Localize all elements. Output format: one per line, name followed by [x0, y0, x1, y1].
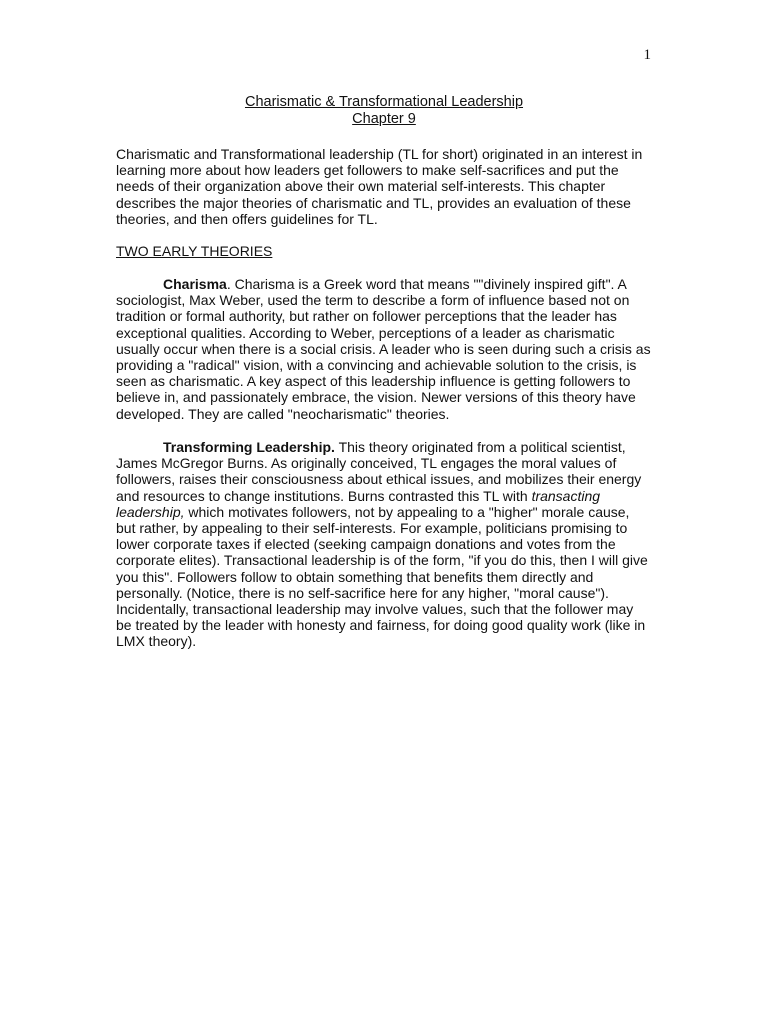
transforming-heading: Transforming Leadership. — [163, 439, 335, 455]
title-line: Charismatic & Transformational Leadership — [244, 94, 524, 110]
document-title — [0, 94, 768, 128]
transacting-term: transacting leadership, — [116, 487, 601, 520]
charisma-paragraph — [116, 276, 651, 422]
charisma-text: . Charisma is a Greek word that means ""divinely inspired gift". A sociologist, Max Weber, used the term to describe a form of influence based not on tradition or formal authority, but rather on follower perceptions that the leader has exceptional qualities. According to Weber, perceptions of a leader as charismatic usually occur when there is a social crisis. A leader who is seen during such a crisis as providing a "radical" vision, with a convincing and achievable solution to the crisis, is seen as charismatic. A key aspect of this leadership influence is getting followers to believe in, and passionately embrace, the vision. Newer versions of this theory have developed. They are called "neocharismatic" theories. — [116, 276, 651, 422]
chapter-label: Chapter 9 — [352, 111, 416, 127]
transforming-text-before: This theory originated from a political scientist, James McGregor Burns. As originally conceived, TL engages the moral values of followers, raises their consciousness about ethical issues, and mobilizes their energy and resources to change institutions. Burns contrasted this TL with — [116, 439, 642, 504]
page-number: 1 — [643, 47, 651, 63]
transforming-text-after: which motivates followers, not by appealing to a "higher" morale cause, but rather, by appealing to their self-interests. For example, politicians promising to lower corporate taxes if elected (seeking campaign donations and votes from the corporate elites). Transactional leadership is of the form, "if you do this, then I will give you this". Followers follow to obtain something that benefits them directly and personally. (Notice, there is no self-sacrifice here for any higher, "moral cause"). Incidentally, transactional leadership may involve values, such that the follower may be treated by the leader with honesty and fairness, for doing good quality work (like in LMX theory). — [116, 503, 648, 650]
charisma-heading: Charisma — [163, 276, 227, 292]
section-heading: TWO EARLY THEORIES — [116, 243, 273, 259]
transforming-paragraph — [116, 439, 651, 650]
intro-paragraph: Charismatic and Transformational leadership (TL for short) originated in an interest in learning more about how leaders get followers to make self-sacrifices and put the needs of their organization above their own material self-interests. This chapter describes the major theories of charismatic and TL, provides an evaluation of these theories, and then offers guidelines for TL. — [116, 146, 643, 227]
